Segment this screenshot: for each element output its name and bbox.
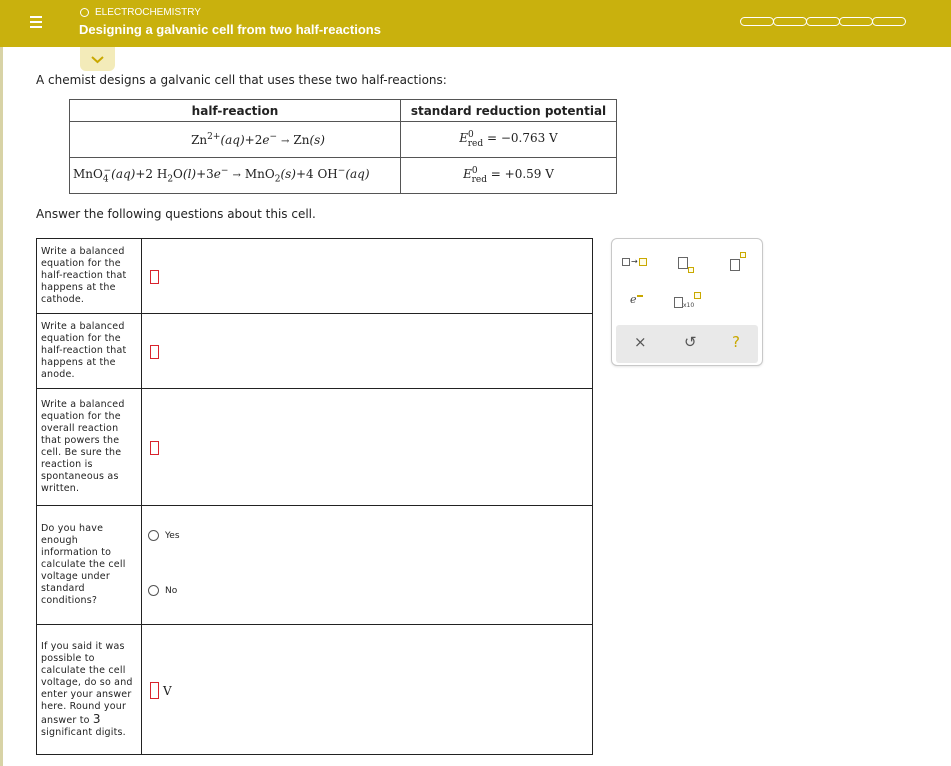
question-cathode-label: Write a balanced equation for the half-reaction that happens at the cathode.: [37, 239, 142, 314]
scientific-notation-tool[interactable]: x10: [674, 292, 701, 309]
cathode-answer-input[interactable]: [150, 270, 159, 284]
topic-circle-icon: [80, 8, 89, 17]
question-enough-info-answer: [142, 506, 593, 625]
potential-2: $E^0_{red} = +0.59$ V: [401, 158, 617, 194]
subscript-tool[interactable]: [678, 254, 694, 273]
clear-button[interactable]: ×: [634, 333, 647, 351]
option-no[interactable]: No: [148, 585, 177, 596]
collapse-toggle[interactable]: [80, 47, 115, 71]
problem-prompt: A chemist designs a galvanic cell that uses these two half-reactions:: [36, 73, 447, 87]
question-overall-label: Write a balanced equation for the overall reaction that powers the cell. Be sure the reaction is spontaneous as written.: [37, 389, 142, 506]
progress-segment: [839, 17, 873, 26]
left-rule: [0, 47, 3, 766]
voltage-answer-input[interactable]: [150, 682, 159, 699]
progress-segment: [740, 17, 774, 26]
undo-button[interactable]: ↺: [684, 333, 697, 351]
option-yes[interactable]: Yes: [148, 530, 180, 541]
progress-bar: [740, 17, 905, 26]
breadcrumb-topic: ELECTROCHEMISTRY: [95, 7, 201, 18]
menu-icon[interactable]: [26, 12, 46, 32]
potential-1: $E^0_{red} = -0.763$ V: [401, 122, 617, 158]
answer-prompt: Answer the following questions about this cell.: [36, 207, 316, 221]
anode-answer-input[interactable]: [150, 345, 159, 359]
question-enough-info-label: Do you have enough information to calculate the cell voltage under standard conditions?: [37, 506, 142, 625]
electron-tool[interactable]: e: [630, 293, 643, 306]
col-header-potential: standard reduction potential: [401, 100, 617, 122]
toolbox-actions: [616, 325, 758, 363]
progress-segment: [773, 17, 807, 26]
question-cathode-answer: [142, 239, 593, 314]
arrow-icon: →: [232, 170, 241, 182]
half-reaction-table: [69, 99, 617, 194]
radio-yes[interactable]: [148, 530, 159, 541]
help-button[interactable]: ?: [732, 333, 740, 351]
questions-table: [36, 238, 593, 755]
voltage-unit: V: [163, 683, 172, 698]
page-title: Designing a galvanic cell from two half-reactions: [79, 22, 381, 37]
chevron-down-icon: [80, 47, 115, 71]
half-reaction-2: MnO$_4$−(aq)+2 $H_2O(l)+3e^- \to MnO_2(s)+4$ OH−(aq): [70, 158, 401, 194]
reaction-arrow-tool[interactable]: →: [622, 257, 647, 266]
answer-toolbox: [611, 238, 763, 366]
arrow-icon: →: [281, 136, 290, 147]
question-voltage-answer: [142, 625, 593, 755]
progress-segment: [806, 17, 840, 26]
col-header-half-reaction: half-reaction: [70, 100, 401, 122]
overall-answer-input[interactable]: [150, 441, 159, 455]
radio-no[interactable]: [148, 585, 159, 596]
half-reaction-1: $Zn^{2+}(aq)+2e^- \to Zn(s)$: [70, 122, 401, 158]
question-voltage-label: If you said it was possible to calculate the cell voltage, do so and enter your answer here. Round your answer to 3 significant digits.: [37, 625, 142, 755]
progress-segment: [872, 17, 906, 26]
question-anode-label: Write a balanced equation for the half-reaction that happens at the anode.: [37, 314, 142, 389]
question-anode-answer: [142, 314, 593, 389]
breadcrumb: [80, 7, 201, 18]
question-overall-answer: [142, 389, 593, 506]
superscript-tool[interactable]: [730, 252, 746, 271]
header-bar: [0, 0, 951, 47]
